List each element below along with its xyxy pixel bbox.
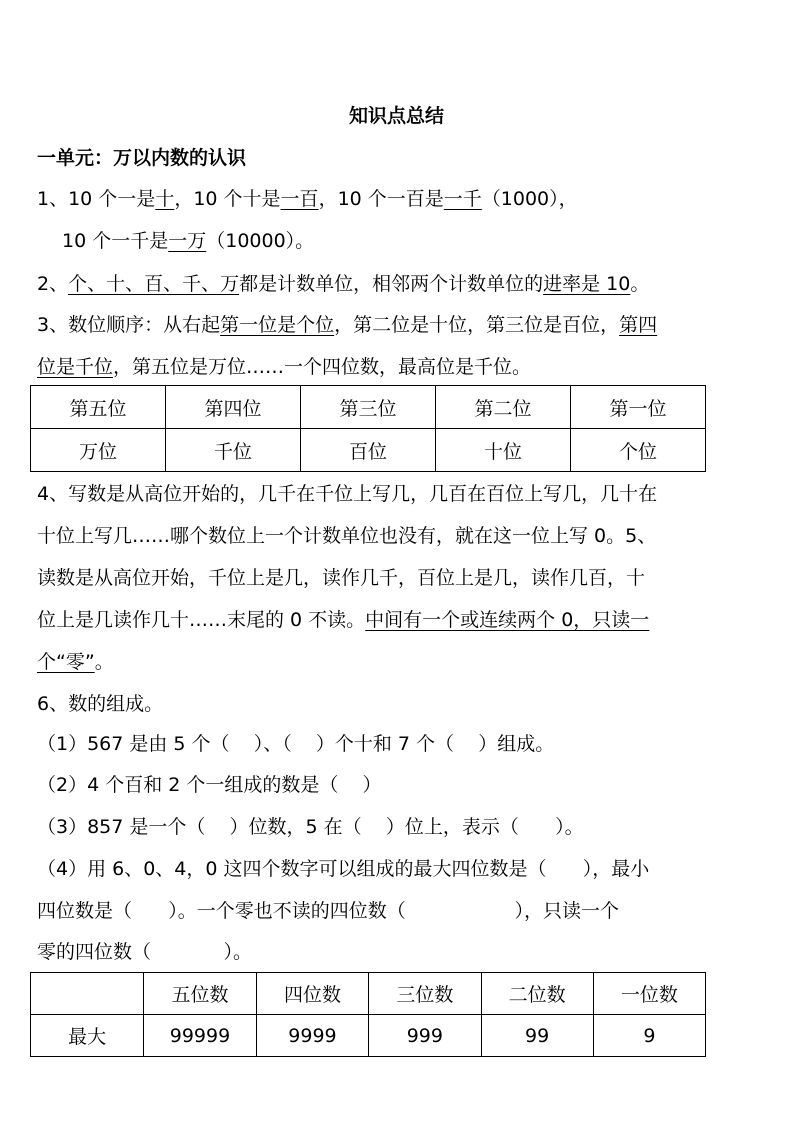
- table-row: [31, 429, 706, 472]
- underlined-answer: 中间有一个或连续两个 0，只读一: [365, 609, 650, 631]
- text: 3、数位顺序：从右起: [37, 314, 221, 336]
- paragraph-4-line-2: 十位上写几……哪个数位上一个计数单位也没有，就在这一位上写 0。5、: [37, 525, 657, 547]
- underlined-answer: 十: [155, 188, 175, 210]
- paragraph-1-line-1: [37, 186, 578, 212]
- text: 。: [630, 273, 650, 295]
- table-row-label: 最大: [31, 1015, 144, 1057]
- table-cell: 个位: [571, 429, 706, 472]
- table-cell: 99: [481, 1015, 593, 1057]
- table-cell: 万位: [31, 429, 166, 472]
- underlined-answer: 一万: [168, 230, 207, 252]
- question-3: （3）857 是一个（ ）位数，5 在（ ）位上，表示（ ）。: [37, 816, 584, 838]
- table-cell: 千位: [166, 429, 301, 472]
- table-cell: 9: [593, 1015, 705, 1057]
- text: ，10 个一百是: [318, 188, 444, 210]
- question-4-line-2: 四位数是（ ）。一个零也不读的四位数（ ），只读一个: [37, 900, 619, 922]
- table-cell: 9999: [256, 1015, 368, 1057]
- paragraph-4-line-5: [37, 649, 114, 675]
- underlined-answer: 第四: [619, 314, 658, 336]
- table-row: [31, 1015, 706, 1057]
- max-number-table: [30, 972, 706, 1057]
- paragraph-2: [37, 271, 649, 297]
- underlined-answer: 个“零”: [37, 651, 95, 673]
- underlined-answer: 一百: [280, 188, 319, 210]
- table-header-cell: 第四位: [166, 386, 301, 429]
- table-header-cell: 第二位: [436, 386, 571, 429]
- text: 10 个一千是: [62, 230, 169, 252]
- question-4-line-1: （4）用 6、0、4，0 这四个数字可以组成的最大四位数是（ ），最小: [37, 858, 650, 880]
- underlined-answer: 第一位是个位: [220, 314, 335, 336]
- text: 。: [94, 651, 114, 673]
- underlined-answer: 进率是 10: [543, 273, 631, 295]
- table-header-cell: 第三位: [301, 386, 436, 429]
- text: （1000），: [481, 188, 578, 210]
- text: （10000）。: [206, 230, 315, 252]
- table-cell: 百位: [301, 429, 436, 472]
- place-value-table: [30, 385, 706, 472]
- page-title: 知识点总结: [348, 105, 444, 127]
- table-header-cell: 一位数: [593, 973, 705, 1015]
- table-cell: 999: [369, 1015, 481, 1057]
- table-cell: 99999: [144, 1015, 257, 1057]
- unit-heading: 一单元：万以内数的认识: [37, 147, 247, 169]
- table-cell: 十位: [436, 429, 571, 472]
- paragraph-3-line-2: [37, 354, 531, 380]
- text: ，10 个十是: [174, 188, 281, 210]
- text: 位上是几读作几十……末尾的 0 不读。: [37, 609, 366, 631]
- paragraph-4-line-3: 读数是从高位开始，千位上是几，读作几千，百位上是几，读作几百，十: [37, 567, 646, 589]
- table-header-cell: 五位数: [144, 973, 257, 1015]
- table-header-cell: [31, 973, 144, 1015]
- question-1: （1）567 是由 5 个（ ）、（ ）个十和 7 个（ ）组成。: [37, 733, 555, 755]
- text: ，第二位是十位，第三位是百位，: [334, 314, 620, 336]
- text: ，第五位是万位……一个四位数，最高位是千位。: [113, 356, 532, 378]
- table-header-cell: 第一位: [571, 386, 706, 429]
- text: 2、: [37, 273, 69, 295]
- underlined-answer: 位是千位: [37, 356, 114, 378]
- table-header-cell: 二位数: [481, 973, 593, 1015]
- table-header-cell: 四位数: [256, 973, 368, 1015]
- underlined-answer: 个、十、百、千、万: [68, 273, 240, 295]
- table-row: [31, 973, 706, 1015]
- question-2: （2）4 个百和 2 个一组成的数是（ ）: [37, 774, 382, 796]
- paragraph-1-line-2: [62, 228, 314, 254]
- question-4-line-3: 零的四位数（ ）。: [37, 941, 252, 963]
- paragraph-4-line-4: [37, 607, 649, 633]
- section-6-heading: 6、数的组成。: [37, 693, 164, 715]
- text: 1、10 个一是: [37, 188, 156, 210]
- underlined-answer: 一千: [443, 188, 482, 210]
- paragraph-3-line-1: [37, 312, 657, 338]
- table-header-cell: 三位数: [369, 973, 481, 1015]
- table-row: [31, 386, 706, 429]
- text: 都是计数单位，相邻两个计数单位的: [239, 273, 544, 295]
- paragraph-4-line-1: 4、写数是从高位开始的，几千在千位上写几，几百在百位上写几，几十在: [37, 483, 658, 505]
- table-header-cell: 第五位: [31, 386, 166, 429]
